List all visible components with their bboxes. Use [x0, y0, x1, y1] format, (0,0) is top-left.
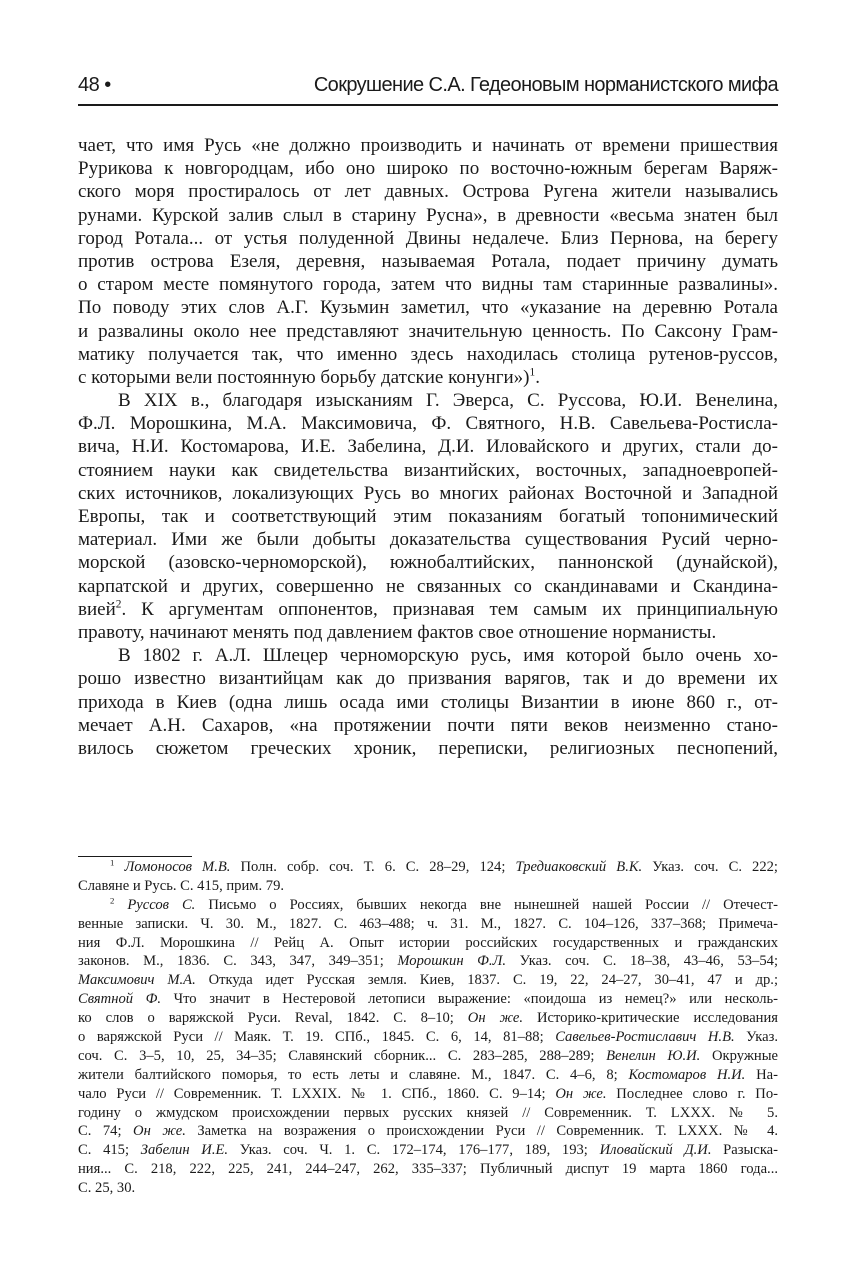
text-run: ния Ф.Л. Морошкина // Рейц А. Опыт истории российских государственных и гражданских — [78, 934, 778, 951]
text-run: Что значит в Нестеровой летописи выражение: «поидоша из немец?» или несколь- — [161, 991, 778, 1008]
text-run: . К аргументам оппонентов, признавая тем самым их принципиальную — [121, 598, 778, 620]
text-line — [78, 1160, 778, 1179]
author-name: Ломоносов М.В. — [124, 859, 231, 875]
author-name: Он же. — [467, 1010, 524, 1027]
text-line — [78, 952, 778, 971]
author-name: Он же. — [555, 1085, 607, 1102]
author-name: Иловайский Д.И. — [599, 1142, 712, 1159]
text-run: Откуда идет Русская земля. Киев, 1837. С. 19, 22, 24–27, 30–41, 47 и др.; — [195, 972, 778, 989]
text-run: вией — [78, 598, 116, 620]
author-name: Забелин И.Е. — [140, 1142, 229, 1159]
author-name: Он же. — [133, 1123, 186, 1140]
text-line — [78, 858, 778, 877]
text-line — [78, 737, 778, 760]
footnote-marker: 1 — [529, 366, 536, 379]
author-name: Морошкин Ф.Л. — [397, 953, 507, 970]
text-run: Указ. соч. Ч. 1. С. 172–174, 176–177, 189, 193; — [228, 1142, 600, 1159]
text-run: Историко-критические исследования — [523, 1010, 779, 1027]
text-run: . — [535, 366, 540, 388]
text-run: мечает А.Н. Сахаров, «на протяжении почти пяти веков неизменно стано- — [78, 714, 778, 736]
text-line — [78, 1141, 778, 1160]
text-run: о старом месте помянутого города, затем что видны там старинные развалины». — [78, 274, 778, 296]
footnote-1 — [78, 858, 778, 896]
text-line — [78, 389, 778, 412]
text-run: Окружные — [700, 1047, 779, 1064]
text-run: прихода в Киев (одна лишь осада ими столицы Византии в июне 860 г., от- — [78, 691, 778, 713]
text-line — [78, 1066, 778, 1085]
text-line — [78, 1122, 778, 1141]
footnote-marker: 2 — [115, 598, 122, 611]
text-run: Последнее слово г. По- — [606, 1085, 778, 1102]
text-run: С. 415; — [78, 1142, 141, 1159]
text-run: ского моря простиралось от лет давных. Острова Ругена жители назывались — [78, 181, 778, 203]
author-name: Святной Ф. — [78, 991, 162, 1008]
author-name: Венелин Ю.И. — [606, 1047, 701, 1064]
text-line — [78, 320, 778, 343]
text-run: законов. М., 1836. С. 343, 347, 349–351; — [78, 953, 398, 970]
footnote-separator — [78, 856, 192, 857]
paragraph-1 — [78, 134, 778, 389]
text-run: венные записки. Ч. 30. М., 1827. С. 463–488; ч. 31. М., 1827. С. 104–126, 337–368; Примеча- — [78, 915, 778, 932]
text-line — [78, 435, 778, 458]
text-run: Указ. соч. С. 18–38, 43–46, 53–54; — [506, 953, 778, 970]
text-line — [78, 273, 778, 296]
text-line — [78, 1047, 778, 1066]
text-line — [78, 296, 778, 319]
text-run: рошо известно византийцам как до призвания варягов, так и до времени их — [78, 668, 778, 690]
text-line — [78, 877, 778, 896]
paragraph-2 — [78, 389, 778, 644]
text-line — [78, 990, 778, 1009]
author-name: Савельев-Ростиславич Н.В. — [555, 1029, 735, 1046]
text-run: чало Руси // Современник. Т. LXXIX. № 1. СПб., 1860. С. 9–14; — [78, 1085, 556, 1102]
running-title: Сокрушение С.А. Гедеоновым норманистского мифа — [313, 74, 778, 96]
text-line — [78, 134, 778, 157]
text-run: С. 25, 30. — [78, 1180, 136, 1197]
text-line — [78, 1179, 778, 1198]
text-run: Указ. соч. С. 222; — [642, 859, 778, 875]
text-run: Европы, так и соответствующий этим показаниям богатый топонимический — [78, 506, 778, 527]
text-run: По поводу этих слов А.Г. Кузьмин заметил, что «указание на деревню Ротала — [78, 297, 778, 319]
text-line — [78, 412, 778, 435]
text-line — [78, 667, 778, 690]
text-run: На- — [745, 1066, 778, 1083]
text-run: карпатской и других, совершенно не связанных со скандинавами и Скандина- — [78, 575, 778, 597]
text-line — [78, 250, 778, 273]
header-rule — [78, 104, 778, 106]
text-run: чает, что имя Русь «не должно производить и начинать от времени пришествия — [78, 135, 778, 156]
text-run: ния... С. 218, 222, 225, 241, 244–247, 262, 335–337; Публичный диспут 19 марта 1860 года... — [78, 1161, 778, 1178]
text-run: против острова Езеля, деревня, называемая Ротала, подает причину думать — [78, 250, 778, 272]
text-run: Заметка на возражения о происхождении Руси // Современник. Т. LXXX. № 4. — [185, 1123, 779, 1140]
text-run: город Ротала... от устья полуденной Двины недалече. Близ Пернова, на берегу — [78, 227, 778, 249]
text-line — [78, 896, 778, 915]
paragraph-3 — [78, 644, 778, 760]
text-run: В XIX в., благодаря изысканиям Г. Эверса, С. Руссова, Ю.И. Венелина, — [118, 390, 778, 412]
text-run: С. 74; — [78, 1123, 134, 1140]
text-line — [78, 915, 778, 934]
text-run: Разыска- — [711, 1142, 779, 1159]
text-line — [78, 691, 778, 714]
text-line — [78, 934, 778, 953]
text-run: стоянием науки как свидетельства византийских, восточных, западноевропей- — [78, 459, 778, 481]
text-line — [78, 1009, 778, 1028]
text-line — [78, 227, 778, 250]
text-line — [78, 343, 778, 366]
text-run: ских источников, локализующих Русь во многих районах Восточной и Западной — [78, 482, 778, 504]
text-line — [78, 971, 778, 990]
text-run: соч. С. 3–5, 10, 25, 34–35; Славянский сборник... С. 283–285, 288–289; — [78, 1047, 607, 1064]
text-line — [78, 714, 778, 737]
text-run — [114, 897, 127, 913]
text-run: вича, Н.И. Костомарова, И.Е. Забелина, Д.И. Иловайского и других, стали до- — [78, 436, 778, 458]
text-line — [78, 528, 778, 551]
text-line — [78, 598, 778, 621]
footnote-marker: 2 — [110, 895, 115, 906]
text-run: Письмо о Россиях, бывших некогда вне нынешней нашей России // Отечест- — [195, 896, 779, 913]
text-line — [78, 575, 778, 598]
footnote-marker: 1 — [110, 857, 115, 868]
text-line — [78, 621, 778, 644]
text-line — [78, 459, 778, 482]
text-run: Полн. собр. соч. Т. 6. С. 28–29, 124; — [230, 859, 516, 875]
text-run: с которыми вели постоянную борьбу датские конунги») — [78, 366, 530, 388]
text-run — [114, 859, 124, 875]
running-header — [78, 74, 778, 102]
text-run: годину о жмудском происхождении первых русских князей // Современник. Т. LXXX. № 5. — [78, 1104, 778, 1121]
text-line — [78, 505, 778, 528]
text-run: морской (азовско-черноморской), южнобалтийских, паннонской (дунайской), — [78, 552, 778, 574]
text-run: жители балтийского поморья, то есть леты и славяне. М., 1847. С. 4–6, 8; — [78, 1066, 629, 1083]
text-line — [78, 157, 778, 180]
text-line — [78, 366, 778, 389]
text-line — [78, 551, 778, 574]
page-number: 48 • — [78, 74, 111, 96]
footnote-2 — [78, 896, 778, 1198]
text-run: правоту, начинают менять под давлением фактов свое отношение норманисты. — [78, 621, 717, 643]
text-run: В 1802 г. А.Л. Шлецер черноморскую русь, имя которой было очень хо- — [118, 645, 778, 667]
author-name: Костомаров Н.И. — [628, 1066, 746, 1083]
text-line — [78, 1104, 778, 1123]
footnotes — [78, 858, 778, 1198]
text-run: Славяне и Русь. С. 415, прим. 79. — [78, 877, 285, 894]
author-name: Максимович М.А. — [78, 972, 196, 989]
text-run: Указ. — [734, 1029, 778, 1046]
text-line — [78, 644, 778, 667]
text-run: и развалины около нее представляют значительную ценность. По Саксону Грам- — [78, 320, 778, 342]
text-line — [78, 180, 778, 203]
text-line — [78, 482, 778, 505]
text-run: Ф.Л. Морошкина, М.А. Максимовича, Ф. Святного, Н.В. Савельева-Ростисла- — [78, 413, 778, 435]
text-line — [78, 204, 778, 227]
text-run: о варяжской Руси // Маяк. Т. 19. СПб., 1845. С. 6, 14, 81–88; — [78, 1029, 556, 1046]
author-name: Тредиаковский В.К. — [515, 859, 643, 875]
text-run: материал. Ими же были добыты доказательства существования Русий черно- — [78, 529, 778, 551]
text-line — [78, 1085, 778, 1104]
text-run: матику получается так, что именно здесь находилась столица рутенов-руссов, — [78, 343, 778, 365]
text-run: ко слов о варяжской Руси. Reval, 1842. С. 8–10; — [78, 1010, 468, 1027]
main-text — [78, 134, 778, 760]
text-run: вилось сюжетом греческих хроник, переписки, религиозных песнопений, — [78, 737, 778, 759]
text-run: рунами. Курской залив слыл в старину Русна», в древности «весьма знатен был — [78, 204, 778, 226]
text-run: Рурикова к новгородцам, ибо оно широко по восточно-южным берегам Варяж- — [78, 158, 778, 180]
text-line — [78, 1028, 778, 1047]
author-name: Руссов С. — [127, 896, 196, 913]
